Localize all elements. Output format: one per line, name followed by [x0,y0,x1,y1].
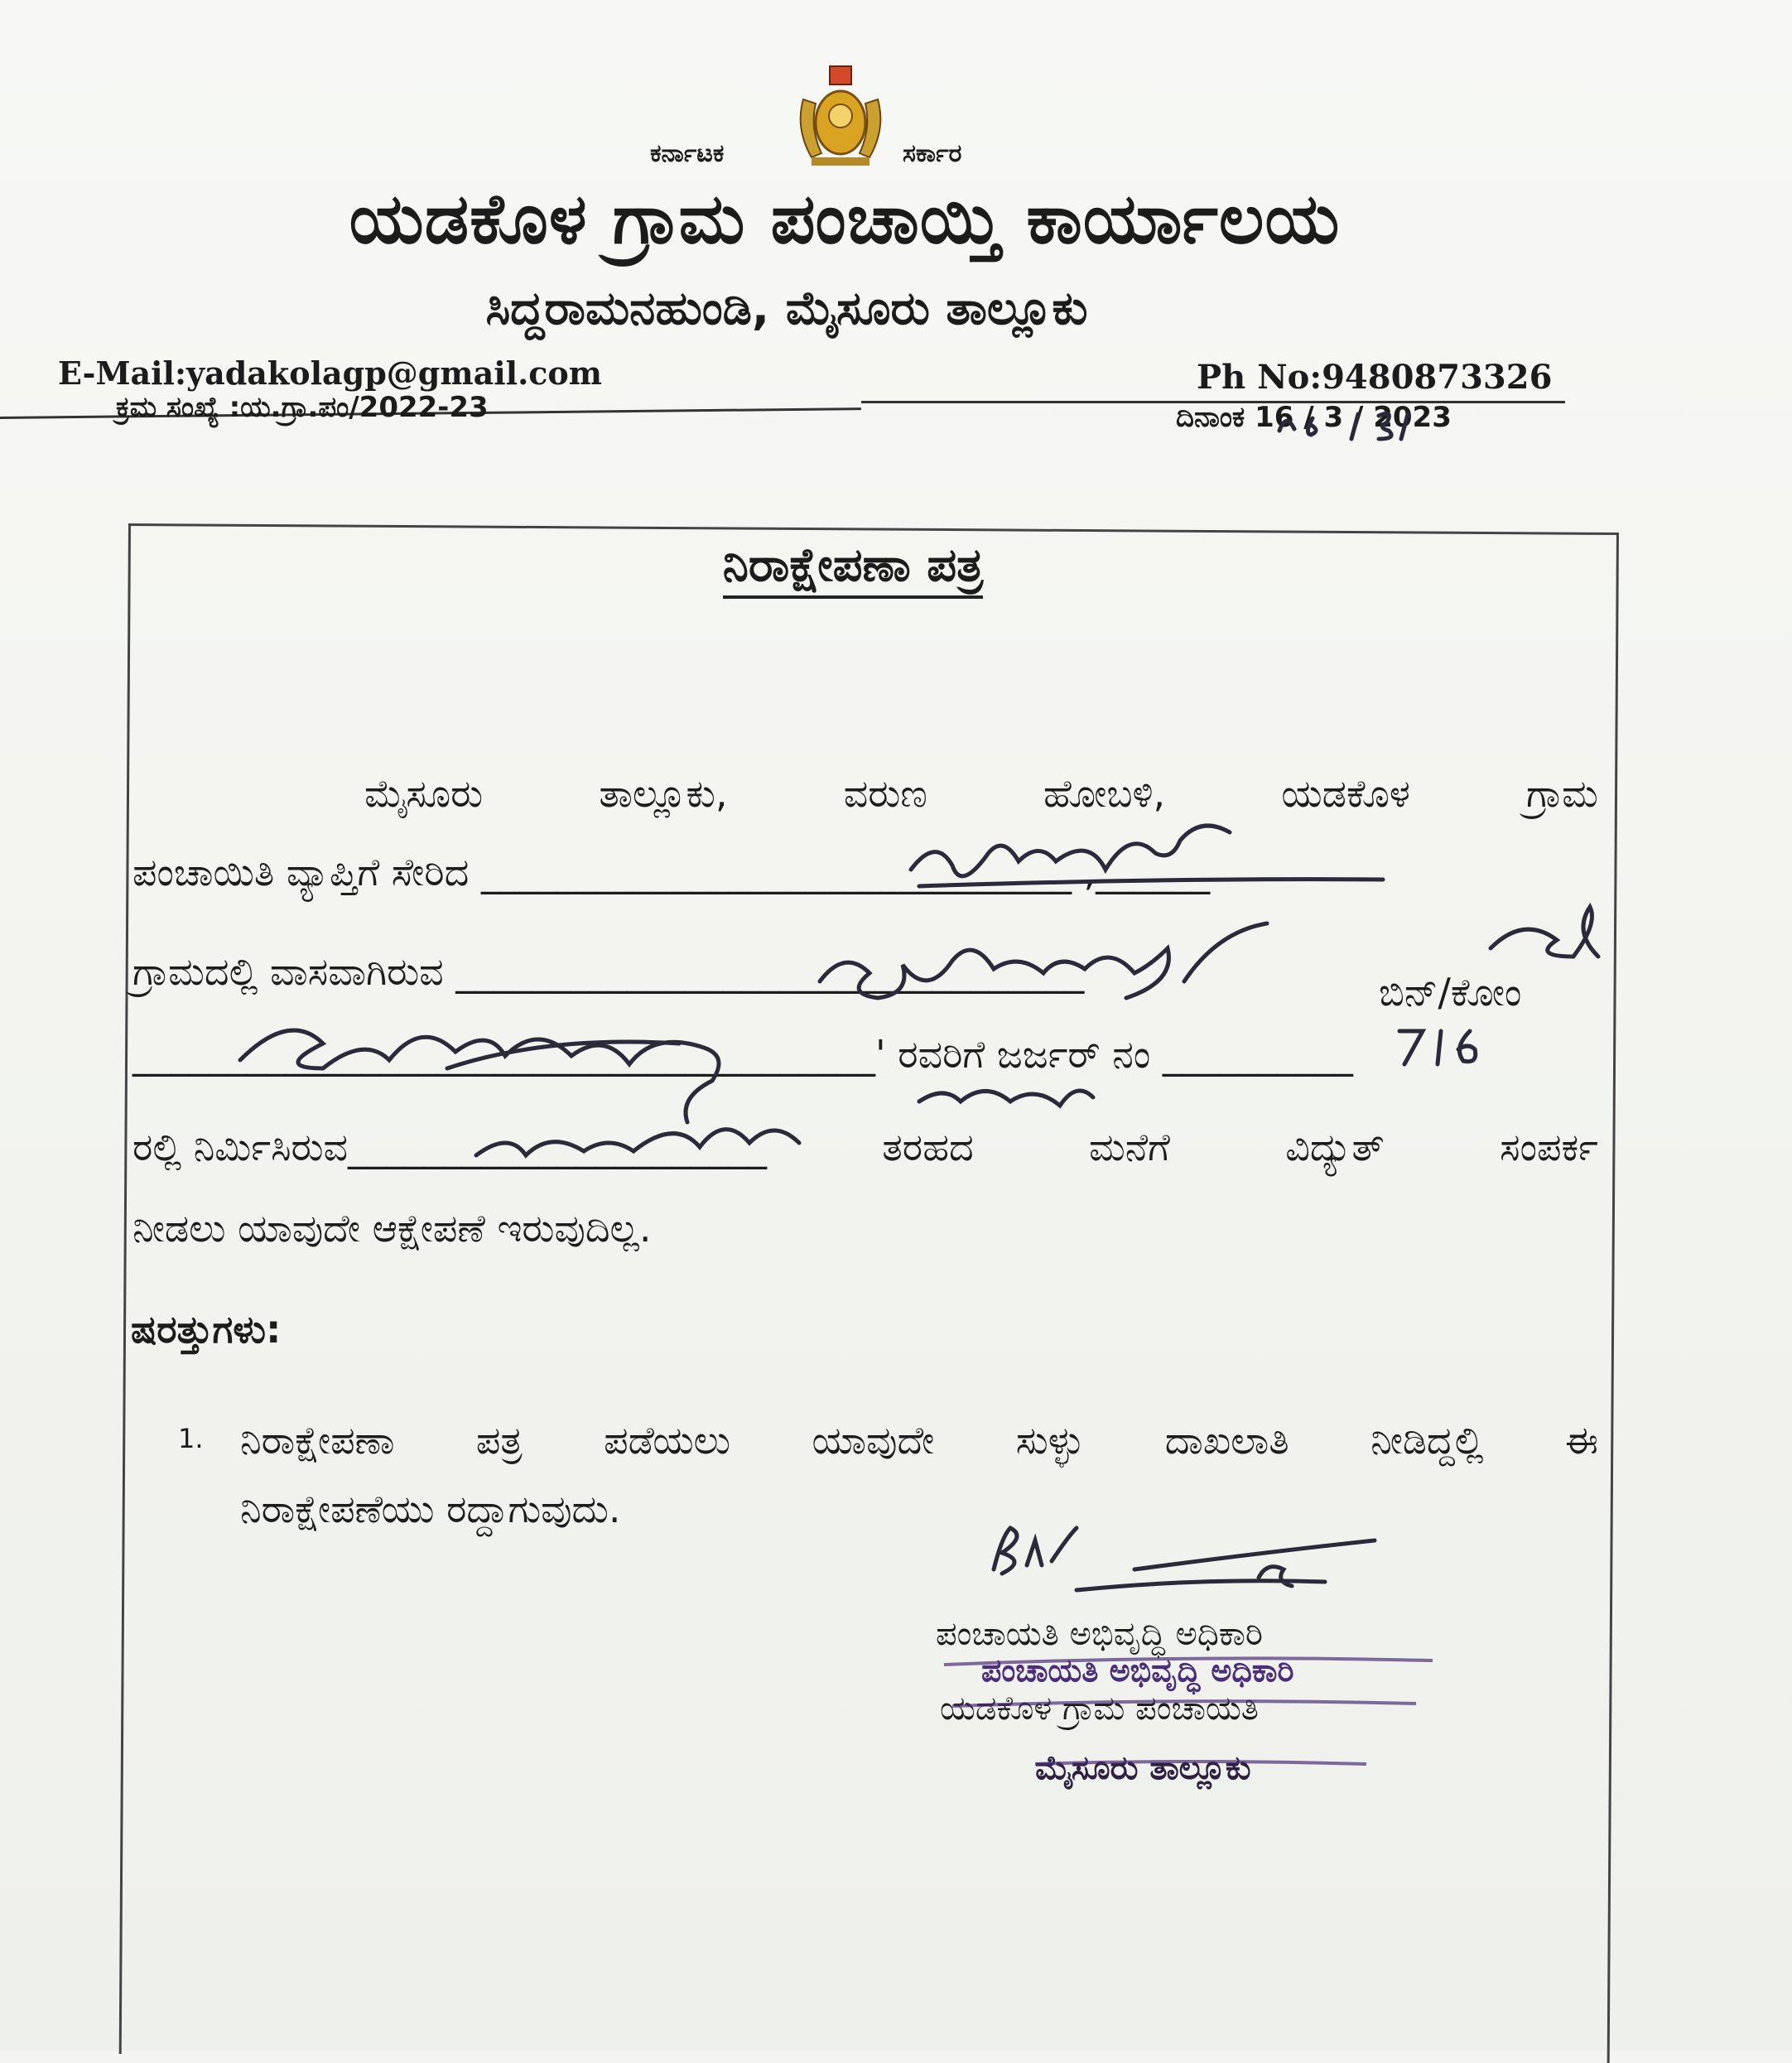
karnataka-label: ಕರ್ನಾಟಕ [650,139,725,168]
certificate-line-4: _______________________________________' ರವರಿಗೆ ಜರ್ಜರ್ ನಂ __________ [132,1032,1353,1077]
condition-1-line-2: ನಿರಾಕ್ಷೇಪಣೆಯು ರದ್ದಾಗುವುದು. [240,1487,621,1531]
bin-kom-label: ಬಿನ್/ಕೋಂ [1379,970,1522,1015]
reference-number: ಕ್ರಮ ಸಂಖ್ಯೆ :ಯ.ಗ್ರಾ.ಪಂ/2022-23 [116,391,489,424]
date-text: ದಿನಾಂಕ 16 / 3 / 2023 [1176,401,1452,434]
certificate-line-3: ಗ್ರಾಮದಲ್ಲಿ ವಾಸವಾಗಿರುವ _________________________________ [132,949,1085,994]
sarkara-label: ಸರ್ಕಾರ [903,139,962,168]
condition-1-line-1: ನಿರಾಕ್ಷೇಪಣಾ ಪತ್ರ ಪಡೆಯಲು ಯಾವುದೇ ಸುಳ್ಳು ದಾಖಲಾತಿ ನೀಡಿದ್ದಲ್ಲಿ ಈ [240,1418,1598,1463]
certificate-title: ನಿರಾಕ್ಷೇಪಣಾ ಪತ್ರ [0,538,1706,593]
certificate-line-2: ಪಂಚಾಯಿತಿ ವ್ಯಾಪ್ತಿಗೆ ಸೇರಿದ _______________________________ ,______ [132,850,1211,894]
stamp-line-3: ಮೈಸೂರು ತಾಲ್ಲೂಕು [1035,1749,1251,1787]
certificate-line-6: ನೀಡಲು ಯಾವುದೇ ಆಕ್ಷೇಪಣೆ ಇರುವುದಿಲ್ಲ. [132,1206,652,1251]
condition-number: 1. [178,1423,204,1454]
office-address: ಸಿದ್ದರಾಮನಹುಂಡಿ, ಮೈಸೂರು ತಾಲ್ಲೂಕು [485,282,1088,335]
signatory-designation: ಪಂಚಾಯತಿ ಅಭಿವೃದ್ಧಿ ಅಧಿಕಾರಿ [936,1615,1263,1653]
conditions-heading: ಷರತ್ತುಗಳು: [131,1307,282,1352]
stamp-line-1: ಪಂಚಾಯತಿ ಅಭಿವೃದ್ಧಿ ಅಧಿಕಾರಿ [981,1652,1294,1689]
certificate-box [119,523,1619,2063]
certificate-line-5: ರಲ್ಲಿ ನಿರ್ಮಿಸಿರುವ______________________ ತರಹದ ಮನೆಗೆ ವಿದ್ಯುತ್ ಸಂಪರ್ಕ [132,1125,1598,1169]
office-title: ಯಡಕೊಳ ಗ್ರಾಮ ಪಂಚಾಯ್ತಿ ಕಾರ್ಯಾಲಯ [349,178,1341,259]
certificate-line-1: ಮೈಸೂರು ತಾಲ್ಲೂಕು, ವರುಣ ಹೋಬಳಿ, ಯಡಕೊಳ ಗ್ರಾಮ [364,771,1598,816]
karnataka-emblem-icon [778,50,903,174]
stamp-line-2: ಯಡಕೊಳ ಗ್ರಾಮ ಪಂಚಾಯತಿ [940,1689,1259,1728]
email-text: E-Mail:yadakolagp@gmail.com [58,354,602,392]
phone-text: Ph No:9480873326 [1197,358,1553,397]
